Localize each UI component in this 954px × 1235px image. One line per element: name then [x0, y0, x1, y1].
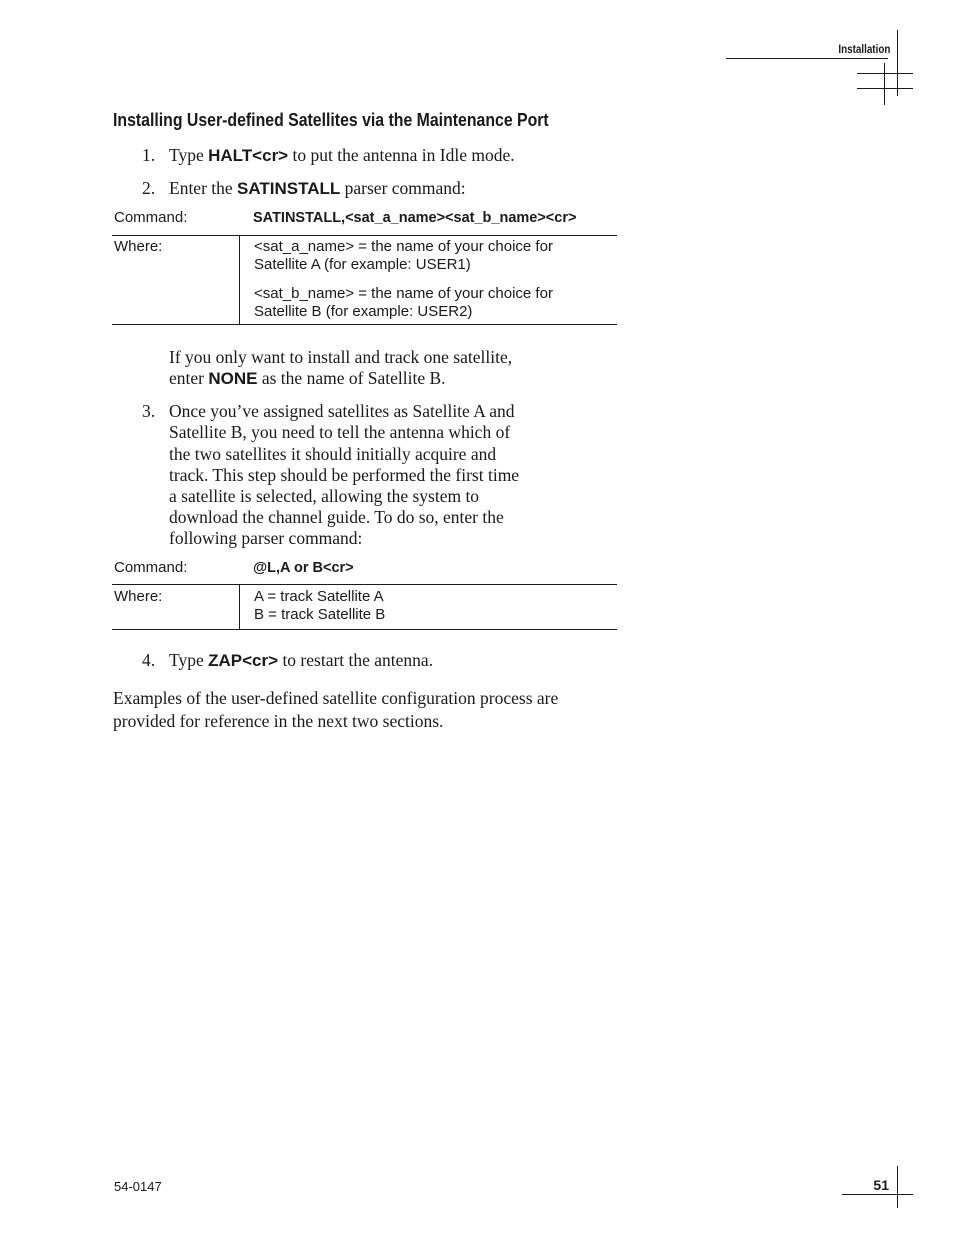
step-2-number: 2. — [142, 178, 156, 198]
step-4-text: Type ZAP<cr> to restart the antenna. — [169, 650, 434, 670]
step-4-number: 4. — [142, 650, 156, 670]
table2-where-line-2: B = track Satellite B — [254, 606, 386, 623]
document-number: 54-0147 — [114, 1179, 162, 1194]
header-rule — [726, 58, 888, 59]
table1-where-line-3: <sat_b_name> = the name of your choice for — [254, 285, 553, 302]
note-line-1: If you only want to install and track one satellite, — [169, 347, 513, 367]
step-3-line-1: Once you’ve assigned satellites as Satellite A and — [169, 401, 515, 421]
table1-where-label: Where: — [114, 238, 163, 255]
running-header: Installation — [838, 42, 890, 56]
section-heading: Installing User-defined Satellites via the Maintenance Port — [113, 110, 549, 130]
step-3-line-2: Satellite B, you need to tell the antenna which of — [169, 422, 511, 442]
table1-where-line-1: <sat_a_name> = the name of your choice for — [254, 238, 553, 255]
step-1-text: Type HALT<cr> to put the antenna in Idle mode. — [169, 145, 515, 165]
none-keyword: NONE — [208, 369, 258, 388]
step-3-line-5: a satellite is selected, allowing the system to — [169, 486, 480, 506]
halt-command: HALT<cr> — [208, 146, 289, 165]
table2-bottom-rule — [112, 629, 617, 630]
step-3-line-4: track. This step should be performed the first time — [169, 465, 520, 485]
closing-line-1: Examples of the user-defined satellite configuration process are — [113, 688, 559, 708]
zap-command: ZAP<cr> — [208, 651, 279, 670]
step-2-text: Enter the SATINSTALL parser command: — [169, 178, 466, 198]
table1-where-line-4: Satellite B (for example: USER2) — [254, 303, 473, 320]
table2-where-label: Where: — [114, 588, 163, 605]
step-3-number: 3. — [142, 401, 156, 421]
table2-top-rule — [112, 584, 617, 585]
table2-where-line-1: A = track Satellite A — [254, 588, 384, 605]
table1-column-divider — [239, 235, 240, 324]
note-line-2: enter NONE as the name of Satellite B. — [169, 368, 446, 388]
step-3-line-7: following parser command: — [169, 528, 363, 548]
crop-mark-vertical-1 — [897, 30, 898, 96]
table1-command-value: SATINSTALL,<sat_a_name><sat_b_name><cr> — [253, 210, 577, 226]
crop-mark-horizontal-2 — [857, 88, 913, 89]
table1-top-rule — [112, 235, 617, 236]
step-3-line-6: download the channel guide. To do so, enter the — [169, 507, 504, 527]
table2-command-label: Command: — [114, 559, 188, 576]
page-number: 51 — [873, 1177, 889, 1193]
footer-rule — [842, 1194, 913, 1195]
satinstall-command: SATINSTALL — [237, 179, 341, 198]
closing-line-2: provided for reference in the next two sections. — [113, 711, 444, 731]
step-1-number: 1. — [142, 145, 156, 165]
table1-command-label: Command: — [114, 209, 188, 226]
step-3-line-3: the two satellites it should initially acquire and — [169, 444, 497, 464]
table2-column-divider — [239, 584, 240, 629]
crop-mark-vertical-2 — [884, 63, 885, 105]
footer-crop-mark — [897, 1166, 898, 1208]
table2-command-value: @L,A or B<cr> — [253, 560, 354, 576]
table1-bottom-rule — [112, 324, 617, 325]
table1-where-line-2: Satellite A (for example: USER1) — [254, 256, 471, 273]
crop-mark-horizontal-1 — [857, 73, 913, 74]
